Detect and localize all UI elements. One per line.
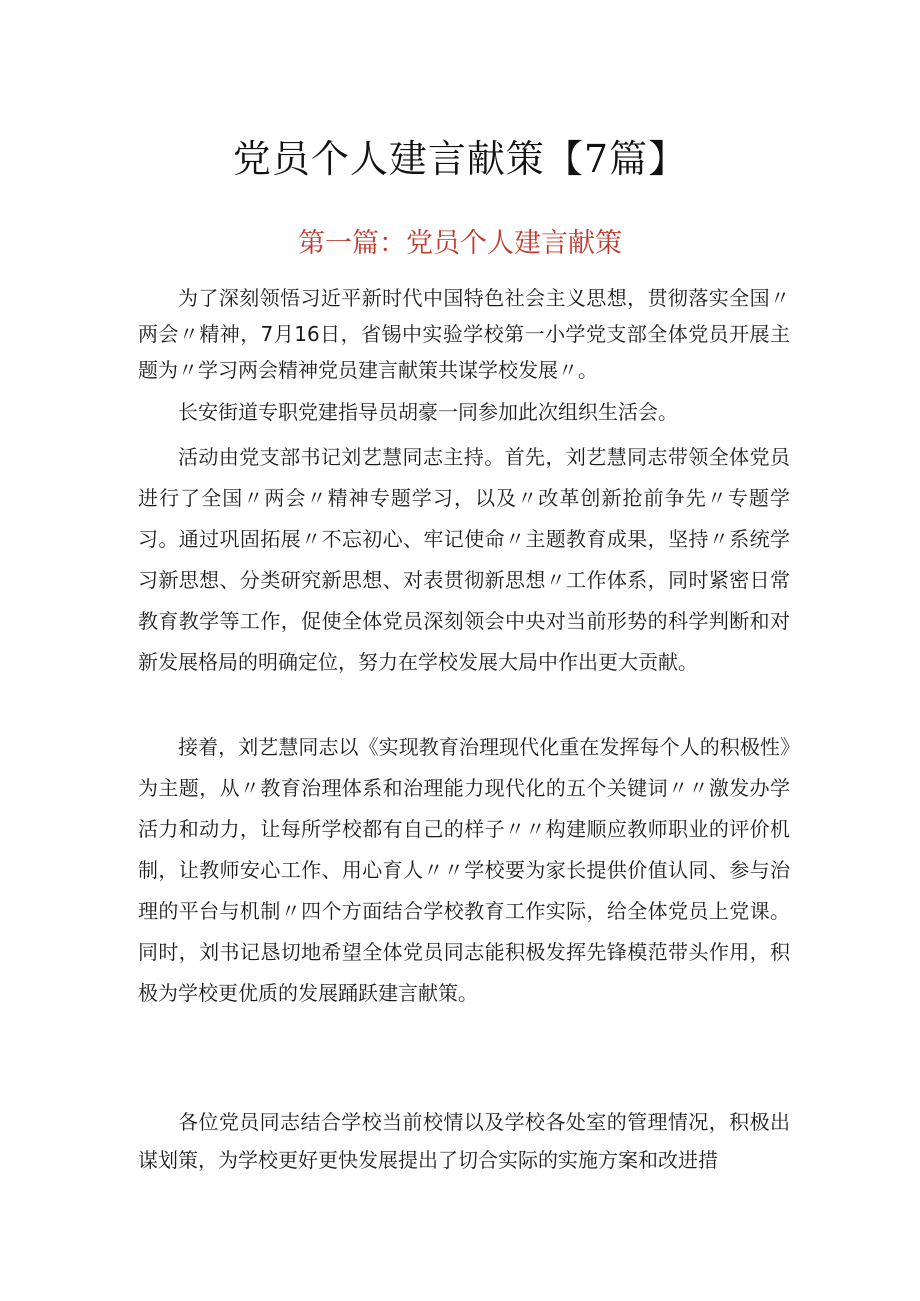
paragraph-2: 长安街道专职党建指导员胡豪一同参加此次组织生活会。 — [178, 400, 678, 424]
page-title: 党员个人建言献策【7篇】 — [232, 137, 688, 181]
paragraph-4: 接着，刘艺慧同志以《实现教育治理现代化重在发挥每个人的积极性》为主题，从〃教育治理体系和治理能力现代化的五个关键词〃〃激发办学活力和动力，让每所学校都有自己的样子〃〃构建顺应教师职业的评价机制，让教师安心工作、用心育人〃〃学校要为家长提供价值认同、参与治理的平台与机制〃四个方面结合学校教育工作实际，给全体党员上党课。同时，刘书记恳切地希望全体党员同志能积极发挥先锋模范带头作用，积极为学校更优质的发展踊跃建言献策。 — [138, 735, 790, 1005]
section-heading: 第一篇：党员个人建言献策 — [298, 228, 622, 259]
paragraph-1: 为了深刻领悟习近平新时代中国特色社会主义思想，贯彻落实全国〃两会〃精神，7月16日，省锡中实验学校第一小学党支部全体党员开展主题为〃学习两会精神党员建言献策共谋学校发展〃。 — [138, 286, 790, 382]
paragraph-3: 活动由党支部书记刘艺慧同志主持。首先，刘艺慧同志带领全体党员进行了全国〃两会〃精神专题学习，以及〃改革创新抢前争先〃专题学习。通过巩固拓展〃不忘初心、牢记使命〃主题教育成果，坚持〃系统学习新思想、分类研究新思想、对表贯彻新思想〃工作体系，同时紧密日常教育教学等工作，促使全体党员深刻领会中央对当前形势的科学判断和对新发展格局的明确定位，努力在学校发展大局中作出更大贡献。 — [138, 445, 790, 674]
paragraph-5: 各位党员同志结合学校当前校情以及学校各处室的管理情况，积极出谋划策，为学校更好更快发展提出了切合实际的实施方案和改进措 — [138, 1110, 790, 1172]
